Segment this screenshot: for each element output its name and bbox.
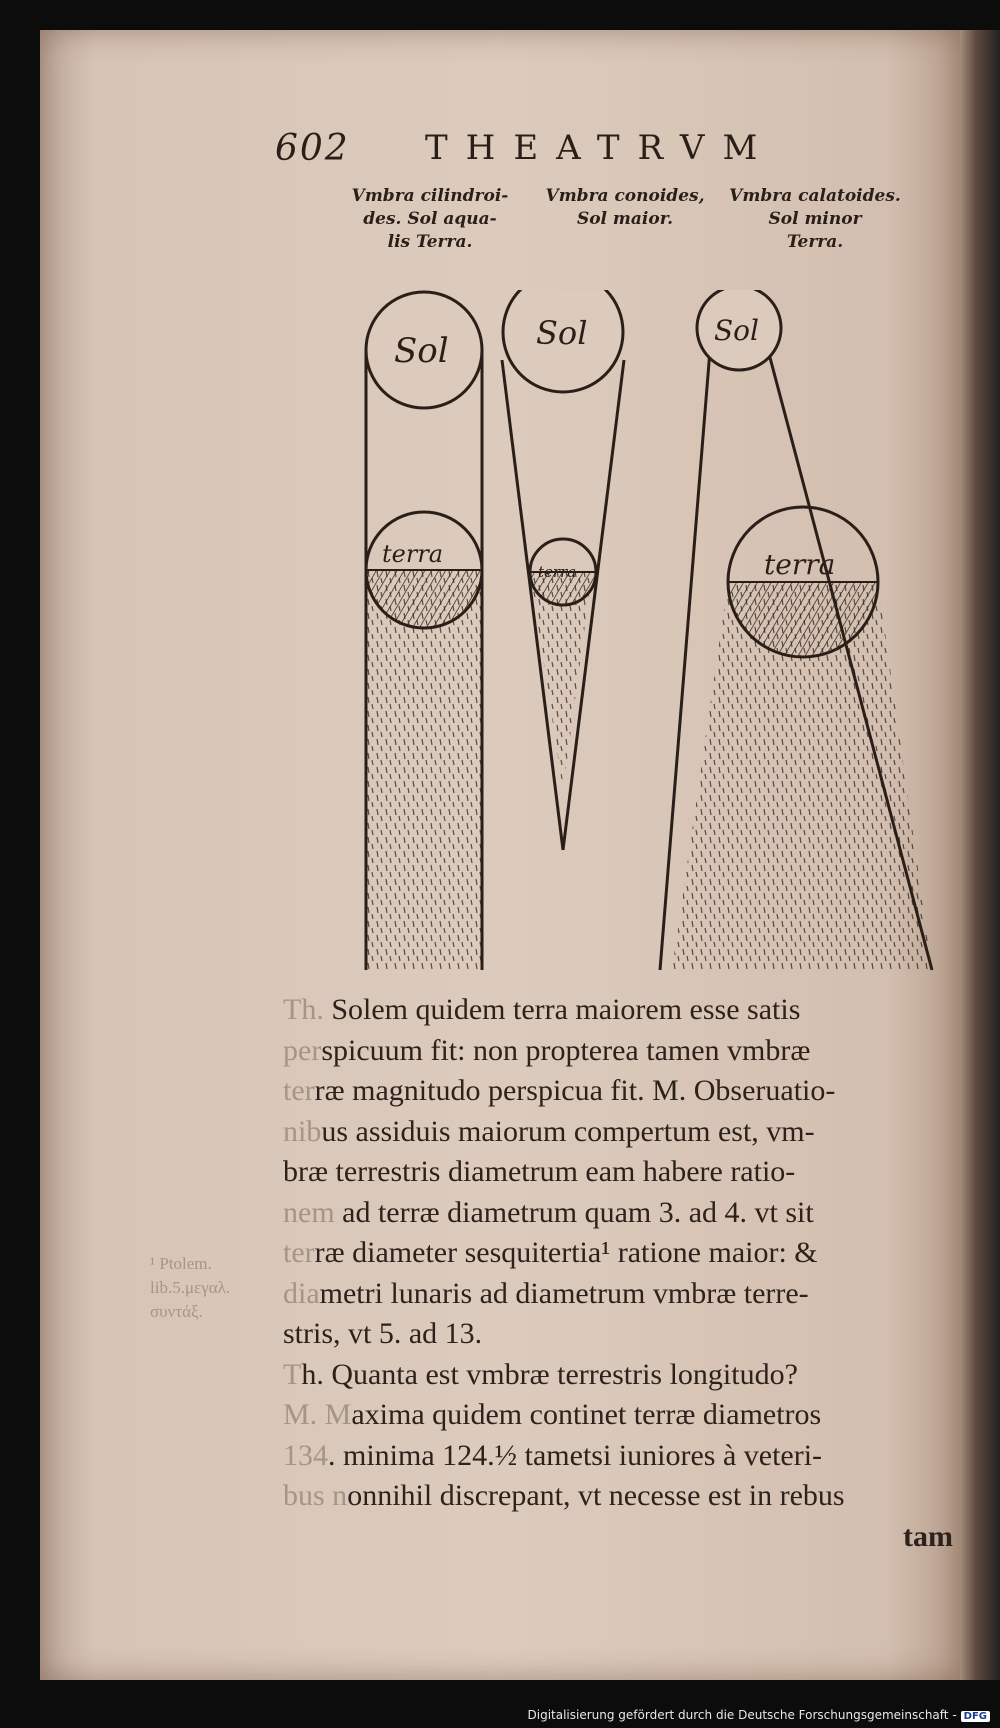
digitization-credit [0,1708,990,1722]
running-head: THEATRVM [425,128,776,168]
margin-note-line: lib.5.μεγαλ. [150,1278,231,1297]
diagram-cylindrical [366,292,482,970]
text-line: perspicuum fit: non propterea tamen vmbræ [283,1033,811,1067]
text-line: nem ad terræ diametrum quam 3. ad 4. vt sit [283,1195,814,1229]
caption-cylindrical-shadow [340,185,520,254]
page-number: 602 [275,128,350,169]
text-line: diametri lunaris ad diametrum vmbræ terre- [283,1276,809,1310]
text-line: terræ diameter sesquitertia¹ ratione maior: & [283,1236,818,1269]
text-line: bus nonnihil discrepant, vt necesse est in rebus [283,1479,845,1512]
shadow-diagrams [330,290,950,980]
sun-label: Sol [394,331,449,371]
text-line: bræ terrestris diametrum eam habere ratio- [283,1155,796,1188]
text-line: Th. Quanta est vmbræ terrestris longitudo? [283,1357,798,1391]
text-line: Th. Solem quidem terra maiorem esse satis [283,993,801,1026]
caption-line: Terra. [786,232,844,252]
text-line: stris, vt 5. ad 13. [283,1317,483,1350]
page-edge [960,30,1000,1680]
margin-note-line: ¹ Ptolem. [150,1254,212,1273]
body-text [283,990,953,1557]
text-line: nibus assiduis maiorum compertum est, vm- [283,1114,815,1148]
caption-calathoid-shadow [715,185,915,254]
diagram-calathoid [660,290,932,970]
earth-label: terra [538,563,577,581]
text-line: M. Maxima quidem continet terræ diametros [283,1398,822,1431]
credit-text: Digitalisierung gefördert durch die Deutsche Forschungsgemeinschaft - [527,1708,957,1722]
text-line: 134. minima 124.½ tametsi iuniores à veteri- [283,1438,823,1472]
catchword: tam [903,1519,953,1553]
text-line: terræ magnitudo perspicua fit. M. Obseruatio- [283,1074,836,1107]
diagram-conical [502,290,624,850]
caption-conical-shadow [535,185,715,231]
caption-line: Vmbra cilindroi- [351,186,509,206]
caption-line: Vmbra calatoides. [729,186,901,206]
margin-note [150,1252,265,1324]
earth-label: terra [382,540,444,568]
caption-line: Sol maior. [576,209,674,229]
shadow-region [366,570,482,970]
dfg-logo: DFG [961,1711,990,1722]
caption-line: des. Sol aqua- [363,209,497,229]
earth-label: terra [764,548,836,581]
caption-line: Vmbra conoides, [545,186,705,206]
margin-note-line: συντάξ. [150,1302,203,1321]
caption-line: Sol minor [768,209,862,229]
sun-label: Sol [714,314,759,347]
sun-label: Sol [536,314,588,352]
caption-line: lis Terra. [387,232,473,252]
